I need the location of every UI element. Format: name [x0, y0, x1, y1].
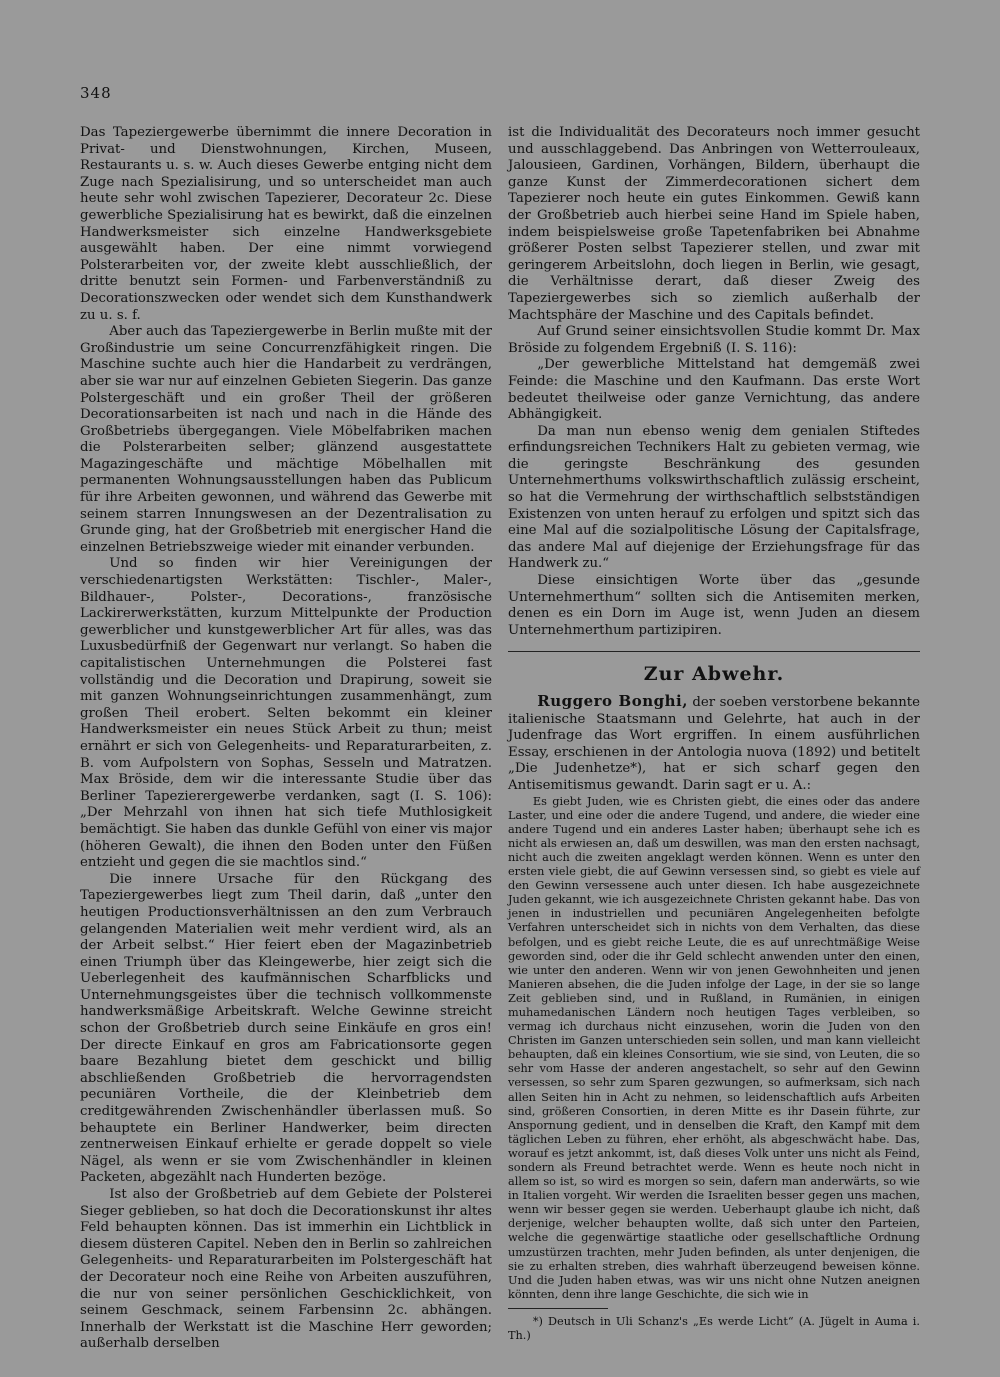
footnote-divider [508, 1308, 608, 1309]
paragraph: Aber auch das Tapeziergewerbe in Berlin mußte mit der Großindustrie um seine Concurrenzfähigkeit ringen. Die Maschine suchte auch hier die Handarbeit zu verdrängen, aber sie war nur auf einzelnen Gebieten Siegerin. Das ganze Polstergeschäft und ein großer Theil der größeren Decorationsarbeiten ist nach und nach in die Hände des Großbetriebs übergegangen. Viele Möbelfabriken machen die Polsterarbeiten selber; glänzend ausgestattete Magazingeschäfte und mächtige Möbelhallen mit permanenten Wohnungsausstellungen haben das Publicum für ihre Arbeiten gewonnen, und während das Gewerbe mit seinem starren Innungswesen an der Dezentralisation zu Grunde ging, hat der Großbetrieb mit energischer Hand die einzelnen Betriebszweige wieder mit einander verbunden. [80, 324, 492, 555]
quote-paragraph: Da man nun ebenso wenig dem genialen Stiftedes erfindungsreichen Technikers Halt zu gebieten vermag, wie die geringste Beschränkung des gesunden Unternehmerthums volkswirthschaftlich zulässig erscheint, so hat die Vermehrung der wirthschaftlich selbstständigen Existenzen von unten herauf zu erfolgen und spitzt sich das eine Mal auf die sozialpolitische Lösung der Capitalsfrage, das andere Mal auf diejenige der Erziehungsfrage für das Handwerk zu.“ [508, 423, 920, 572]
quote-paragraph: „Der gewerbliche Mittelstand hat demgemäß zwei Feinde: die Maschine und den Kaufmann. Das erste Wort bedeutet theilweise oder ganze Vernichtung, das andere Abhängigkeit. [508, 357, 920, 423]
lead-text: der soeben verstorbene bekannte italienische Staatsmann und Gelehrte, hat auch in der Judenfrage das Wort ergriffen. In einem ausführlichen Essay, erschienen in der Antologia nuova (1892) und betitelt „Die Judenhetze*), hat er sich scharf gegen den Antisemitismus gewandt. Darin sagt er u. A.: [508, 695, 920, 793]
section-lead-paragraph [508, 693, 920, 795]
quote-paragraph: Es giebt Juden, wie es Christen giebt, die eines oder das andere Laster, und eine oder die andere Tugend, und andere, die wieder eine andere Tugend und ein anderes Laster haben; überhaupt sehe ich es nicht als erwiesen an, daß um deswillen, was man den ersten nachsagt, nicht auch die zweiten angeklagt werden können. Wenn es unter den ersten viele giebt, die auf Gewinn versessen sind, so giebt es viele auf den Gewinn versessene auch unter diesen. Ich habe ausgezeichnete Juden gekannt, wie ich ausgezeichnete Christen gekannt habe. Das von jenen in industriellen und pecuniären Angelegenheiten befolgte Verfahren unterscheidet sich in nichts von dem Verhalten, das diese befolgen, und es giebt reiche Leute, die es auf unrechtmäßige Weise geworden sind, oder die ihr Geld schlecht anwenden unter den einen, wie unter den anderen. Wenn wir von jenen Gewohnheiten und jenen Manieren absehen, die die Juden infolge der Lage, in der sie so lange Zeit geblieben sind, und in Rußland, in Rumänien, in einigen muhamedanischen Ländern noch heutigen Tages verbleiben, so vermag ich durchaus nicht einzusehen, worin die Juden von den Christen im Ganzen unterschieden sein sollen, und man kann vielleicht behaupten, daß ein kleines Consortium, wie sie sind, von Leuten, die so sehr vom Hasse der anderen angestachelt, so sehr auf den Gewinn versessen, so sehr zum Sparen gezwungen, so aufmerksam, sich nach allen Seiten hin in Acht zu nehmen, so leidenschaftlich aufs Arbeiten sind, größeren Consortien, in deren Mitte es ihr Dasein führte, zur Anspornung gedient, und in denselben die Kraft, den Kampf mit dem täglichen Leben zu führen, eher erhöht, als abgeschwächt habe. Das, worauf es jetzt ankommt, ist, daß dieses Volk unter uns nicht als Feind, sondern als Freund betrachtet werde. Wenn es heute noch nicht in allem so ist, so wird es morgen so sein, dafern man anderwärts, so wie in Italien vorgeht. Wir werden die Israeliten besser gegen uns machen, wenn wir besser gegen sie werden. Ueberhaupt glaube ich nicht, daß derjenige, welcher behaupten wollte, daß sich unter den Parteien, welche die gegenwärtige staatliche oder gesellschaftliche Ordnung umzustürzen trachten, mehr Juden befinden, als unter denjenigen, die sie zu erhalten streben, dies wahrhaft überzeugend beweisen könne. Und die Juden haben etwas, was wir uns nicht ohne Nutzen aneignen könnten, denn ihre lange Geschichte, die sich wie in [508, 794, 920, 1301]
paragraph: Diese einsichtigen Worte über das „gesunde Unternehmerthum“ sollten sich die Antisemiten merken, denen es ein Dorn im Auge ist, wenn Juden an diesem Unternehmerthum partizipiren. [508, 573, 920, 638]
footnote: *) Deutsch in Uli Schanz's „Es werde Licht“ (A. Jügelt in Auma i. Th.) [508, 1314, 920, 1342]
left-column [80, 125, 492, 1353]
paragraph: Das Tapeziergewerbe übernimmt die innere Decoration in Privat- und Dienstwohnungen, Kirchen, Museen, Restaurants u. s. w. Auch dieses Gewerbe entging nicht dem Zuge nach Spezialisirung, und so unterscheidet man auch heute sehr wohl zwischen Tapezierer, Decorateur 2c. Diese gewerbliche Spezialisirung hat es bewirkt, daß die einzelnen Handwerksmeister sich einzelne Handwerksgebiete ausgewählt haben. Der eine nimmt vorwiegend Polsterarbeiten vor, der zweite klebt ausschließlich, der dritte benutzt sein Formen- und Farbenverständniß zu Decorationszwecken oder wendet sich dem Kunsthandwerk zu u. s. f. [80, 125, 493, 323]
page-number: 348 [80, 84, 112, 102]
lead-name: Ruggero Bonghi, [537, 692, 688, 710]
paragraph: Die innere Ursache für den Rückgang des Tapeziergewerbes liegt zum Theil darin, daß „unter den heutigen Productionsverhältnissen an den zum Verbrauch gelangenden Materialien weit mehr verdient wird, als an der Arbeit selbst.“ Hier feiert eben der Magazinbetrieb einen Triumph über das Kleingewerbe, hier zeigt sich die Ueberlegenheit des kaufmännischen Scharfblicks und Unternehmungsgeistes über die technisch vollkommenste handwerksmäßige Arbeitskraft. Welche Gewinne streicht schon der Großbetrieb durch seine Einkäufe en gros ein! Der directe Einkauf en gros am Fabricationsorte gegen baare Bezahlung bietet dem geschickt und billig abschließenden Großbetrieb die hervorragendsten pecuniären Vortheile, die der Kleinbetrieb dem creditgewährenden Zwischenhändler überlassen muß. So behauptete ein Berliner Handwerker, beim directen zentnerweisen Einkauf erhielte er gerade doppelt so viele Nägel, als wenn er sie vom Zwischenhändler in kleinen Packeten, abgezählt nach Hunderten bezöge. [80, 871, 492, 1186]
paragraph: Auf Grund seiner einsichtsvollen Studie kommt Dr. Max Bröside zu folgendem Ergebniß (I. S. 116): [508, 324, 920, 356]
quoted-passage [508, 795, 920, 1302]
paragraph: Und so finden wir hier Vereinigungen der verschiedenartigsten Werkstätten: Tischler-, Maler-, Bildhauer-, Polster-, Decorations-, französische Lackirerwerkstätten, kurzum Mittelpunkte der Production gewerblicher und kunstgewerblicher Art für alles, was das Luxusbedürfniß der Gegenwart nur verlangt. So haben die capitalistischen Unternehmungen die Polsterei fast vollständig und die Decoration und Drapirung, soweit sie mit ganzen Wohnungseinrichtungen zusammenhängt, zum großen Theil erobert. Selten bekommt ein kleiner Handwerksmeister ein neues Stück Arbeit zu thun; meist ernährt er sich von Gelegenheits- und Reparaturarbeiten, z. B. vom Aufpolstern von Sophas, Sesseln und Matratzen. Max Bröside, dem wir die interessante Studie über das Berliner Tapezierergewerbe verdanken, sagt (I. S. 106): „Der Mehrzahl von ihnen hat sich tiefe Muthlosigkeit bemächtigt. Sie haben das dunkle Gefühl von einer vis major (höheren Gewalt), die ihnen den Boden unter den Füßen entzieht und gegen die sie machtlos sind.“ [80, 556, 492, 871]
paragraph: ist die Individualität des Decorateurs noch immer gesucht und ausschlaggebend. Das Anbringen von Wetterrouleaux, Jalousieen, Gardinen, Vorhängen, Bildern, überhaupt die ganze Kunst der Zimmerdecorationen sichert dem Tapezierer noch heute ein gutes Einkommen. Gewiß kann der Großbetrieb auch hierbei seine Hand im Spiele haben, indem beispielsweise große Tapetenfabriken bei Abnahme größerer Posten selbst Tapezierer stellen, und zwar mit geringerem Arbeitslohn, doch liegen in Berlin, wie gesagt, die Verhältnisse derart, daß dieser Zweig des Tapeziergewerbes sich so ziemlich außerhalb der Machtsphäre der Maschine und des Capitals befindet. [508, 125, 920, 323]
paragraph: Ist also der Großbetrieb auf dem Gebiete der Polsterei Sieger geblieben, so hat doch die Decorationskunst ihr altes Feld behaupten können. Das ist immerhin ein Lichtblick in diesem düsteren Capitel. Neben den in Berlin so zahlreichen Gelegenheits- und Reparaturarbeiten im Polstergeschäft hat der Decorateur noch eine Reihe von Arbeiten auszuführen, die nur von seiner persönlichen Geschicklichkeit, von seinem Geschmack, seinem Farbensinn 2c. abhängen. Innerhalb der Werkstatt ist die Maschine Herr geworden; außerhalb derselben [80, 1187, 492, 1352]
section-divider [508, 651, 920, 652]
right-column [508, 125, 920, 1343]
section-heading: Zur Abwehr. [643, 663, 785, 686]
